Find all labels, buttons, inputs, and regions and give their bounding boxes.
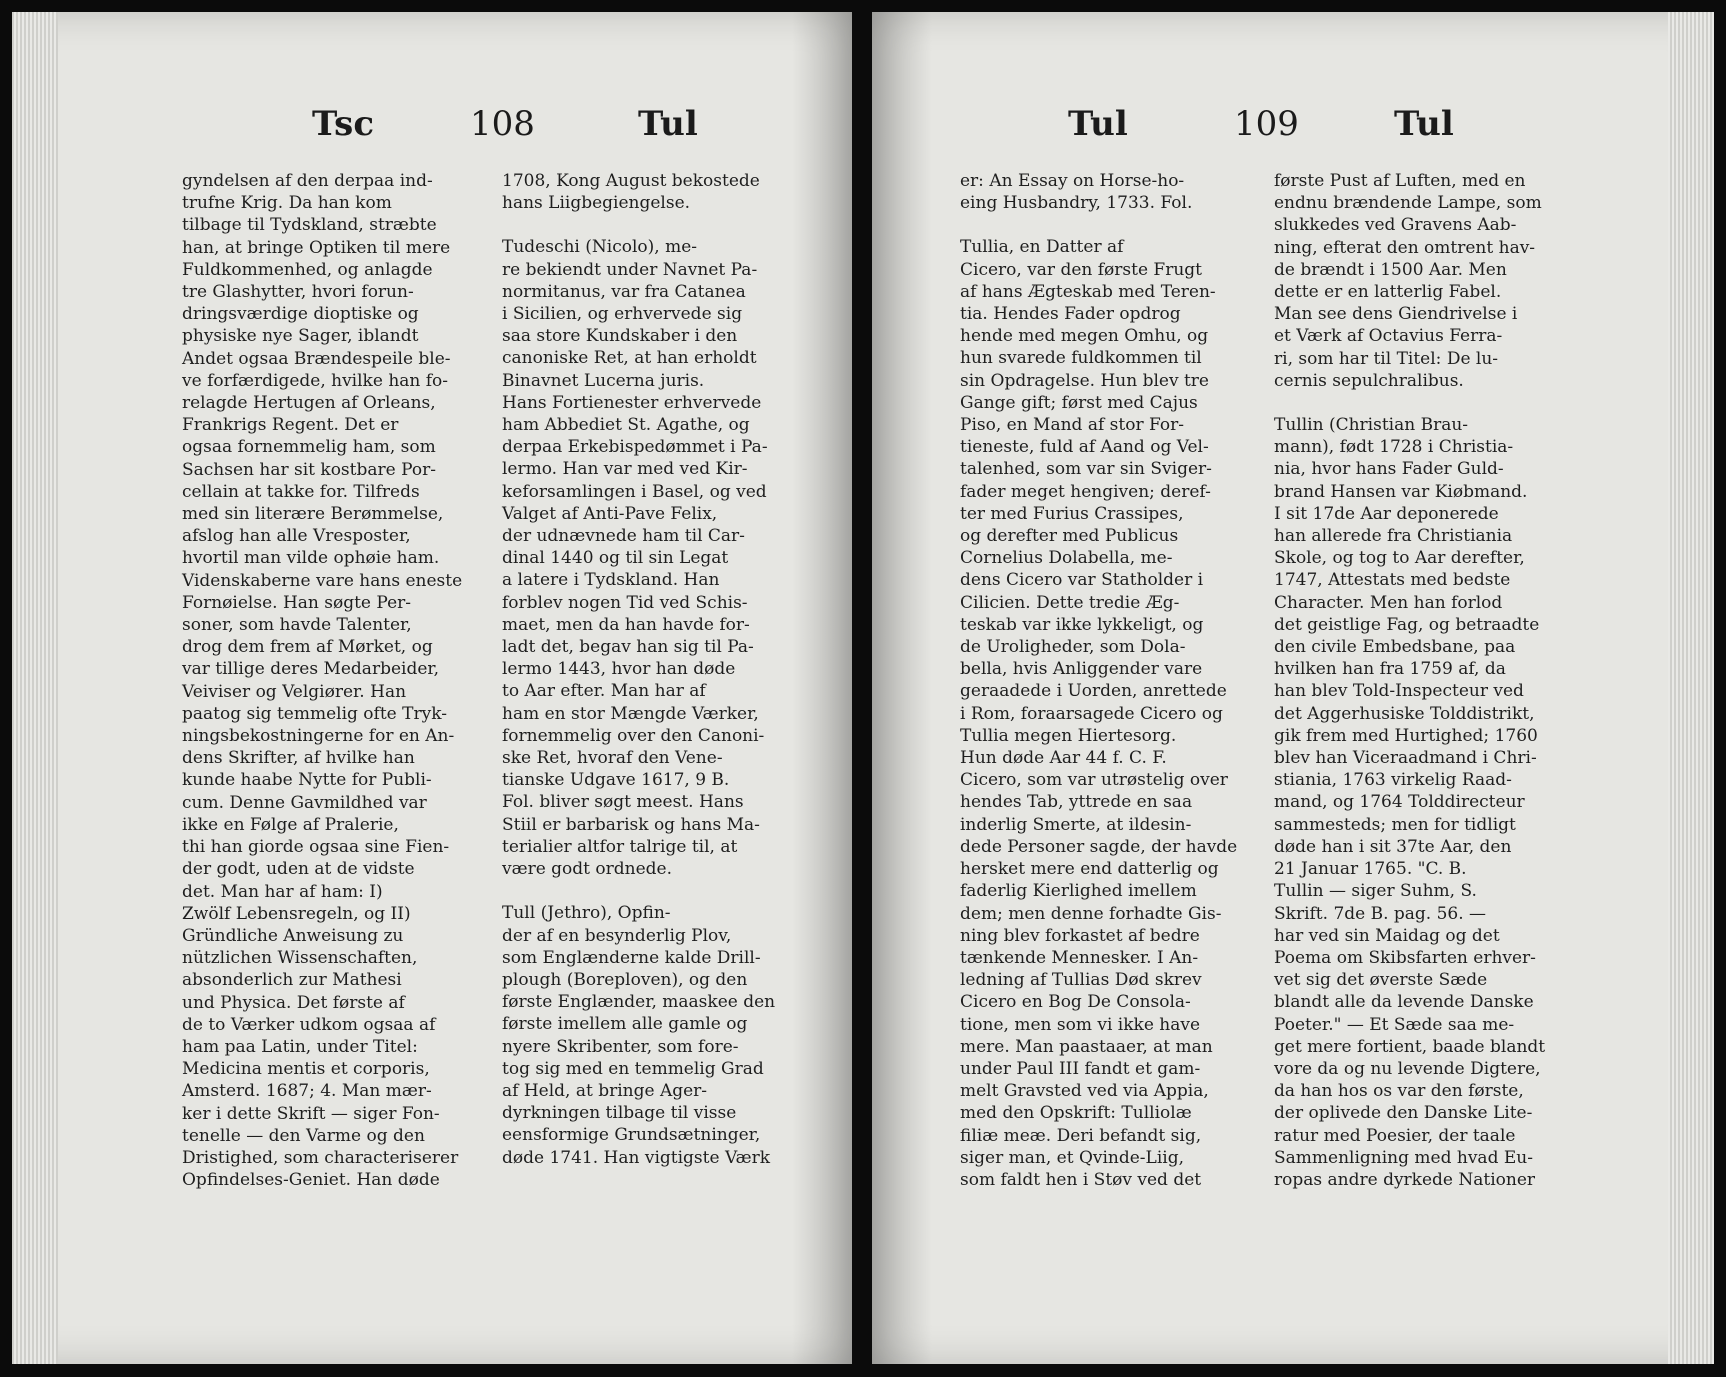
- text-line: Skole, og tog to Aar derefter,: [1274, 548, 1525, 569]
- running-head-left-word: Tsc: [312, 104, 375, 144]
- text-line: ikke en Følge af Pralerie,: [182, 814, 399, 835]
- text-line: relagde Hertugen af Orleans,: [182, 393, 436, 414]
- text-line: trufne Krig. Da han kom: [182, 193, 392, 214]
- text-line: melt Gravsted ved via Appia,: [960, 1081, 1209, 1102]
- text-line: filiæ meæ. Deri befandt sig,: [960, 1125, 1202, 1146]
- text-line: hans Liigbegiengelse.: [502, 193, 691, 214]
- text-line: endnu brændende Lampe, som: [1274, 193, 1542, 214]
- text-line: absonderlich zur Mathesi: [182, 970, 402, 991]
- page-edges-right: [1668, 12, 1714, 1364]
- gutter-shadow-right: [872, 12, 932, 1364]
- text-line: Cilicien. Dette tredie Æg-: [960, 592, 1180, 613]
- text-line: 21 Januar 1765. "C. B.: [1274, 859, 1467, 880]
- text-line: ham paa Latin, under Titel:: [182, 1036, 418, 1057]
- text-line: tilbage til Tydskland, stræbte: [182, 215, 437, 236]
- text-line: Character. Men han forlod: [1274, 592, 1503, 613]
- text-line: blandt alle da levende Danske: [1274, 992, 1534, 1013]
- text-line: første Englænder, maaskee den: [502, 992, 776, 1013]
- text-line: tianske Udgave 1617, 9 B.: [502, 770, 730, 791]
- text-line: keforsamlingen i Basel, og ved: [502, 481, 767, 502]
- text-line: Zwölf Lebensregeln, og II): [182, 903, 411, 924]
- text-line: talenhed, som var sin Sviger-: [960, 459, 1212, 480]
- text-line: plough (Boreploven), og den: [502, 969, 748, 990]
- text-line: de to Værker udkom ogsaa af: [182, 1014, 436, 1035]
- text-line: hun svarede fuldkommen til: [960, 348, 1202, 369]
- text-line: 1708, Kong August bekostede: [502, 171, 760, 191]
- text-line: dringsværdige dioptiske og: [182, 304, 419, 325]
- text-line: og derefter med Publicus: [960, 526, 1179, 547]
- text-line: ladt det, begav han sig til Pa-: [502, 637, 754, 658]
- text-line: Sammenligning med hvad Eu-: [1274, 1147, 1533, 1168]
- text-line: get mere fortient, baade blandt: [1274, 1036, 1546, 1057]
- right-page-column-1: [960, 170, 1260, 1191]
- text-line: tænkende Mennesker. I An-: [960, 947, 1199, 968]
- text-line: da han hos os var den første,: [1274, 1081, 1524, 1102]
- text-line: fader meget hengiven; deref-: [960, 481, 1211, 502]
- text-line: første Pust af Luften, med en: [1274, 171, 1526, 191]
- text-line: han allerede fra Christiania: [1274, 526, 1513, 547]
- text-line: terialier altfor talrige til, at: [502, 836, 738, 857]
- text-line: med den Opskrift: Tulliolæ: [960, 1103, 1192, 1124]
- text-line: døde han i sit 37te Aar, den: [1274, 836, 1512, 857]
- paragraph-gap: [960, 214, 1260, 236]
- text-line: dens Skrifter, af hvilke han: [182, 748, 415, 769]
- text-line: Cicero, var den første Frugt: [960, 259, 1203, 280]
- text-line: re bekiendt under Navnet Pa-: [502, 259, 758, 280]
- page-edges-left: [12, 12, 58, 1364]
- right-page: [872, 12, 1714, 1364]
- text-line: ske Ret, hvoraf den Vene-: [502, 748, 723, 769]
- text-line: mann), født 1728 i Christia-: [1274, 437, 1514, 458]
- text-line: Tullin — siger Suhm, S.: [1274, 881, 1477, 902]
- text-line: ogsaa fornemmelig ham, som: [182, 437, 436, 458]
- text-line: mand, og 1764 Tolddirecteur: [1274, 792, 1525, 813]
- text-line: vet sig det øverste Sæde: [1274, 970, 1488, 991]
- text-line: Tullin (Christian Brau-: [1274, 415, 1469, 436]
- text-line: der udnævnede ham til Car-: [502, 526, 745, 547]
- text-line: hersket mere end datterlig og: [960, 859, 1219, 880]
- text-line: med sin literære Berømmelse,: [182, 504, 444, 525]
- text-line: vore da og nu levende Digtere,: [1274, 1058, 1541, 1079]
- text-line: siger man, et Qvinde-Liig,: [960, 1147, 1185, 1168]
- text-line: saa store Kundskaber i den: [502, 326, 738, 347]
- text-line: Amsterd. 1687; 4. Man mær-: [182, 1081, 432, 1102]
- text-line: lermo. Han var med ved Kir-: [502, 459, 748, 480]
- text-line: und Physica. Det første af: [182, 992, 405, 1013]
- text-line: de brændt i 1500 Aar. Men: [1274, 259, 1507, 280]
- text-line: gik frem med Hurtighed; 1760: [1274, 725, 1538, 746]
- text-line: Sachsen har sit kostbare Por-: [182, 459, 436, 480]
- text-line: Tullia, en Datter af: [960, 237, 1124, 258]
- text-line: a latere i Tydskland. Han: [502, 570, 720, 591]
- text-line: ledning af Tullias Død skrev: [960, 970, 1202, 991]
- text-line: der oplivede den Danske Lite-: [1274, 1103, 1533, 1124]
- text-line: nyere Skribenter, som fore-: [502, 1036, 739, 1057]
- text-line: var tillige deres Medarbeider,: [182, 659, 440, 680]
- text-line: stiania, 1763 virkelig Raad-: [1274, 770, 1512, 791]
- text-line: døde 1741. Han vigtigste Værk: [502, 1147, 771, 1168]
- text-line: mere. Man paastaaer, at man: [960, 1036, 1213, 1057]
- text-line: physiske nye Sager, iblandt: [182, 326, 419, 347]
- text-line: Binavnet Lucerna juris.: [502, 370, 705, 391]
- text-line: af Held, at bringe Ager-: [502, 1080, 708, 1101]
- text-line: i Sicilien, og erhvervede sig: [502, 304, 743, 325]
- text-line: hvortil man vilde ophøie ham.: [182, 548, 440, 569]
- text-line: Skrift. 7de B. pag. 56. —: [1274, 903, 1487, 924]
- text-line: lermo 1443, hvor han døde: [502, 659, 736, 680]
- text-line: Tullia megen Hiertesorg.: [960, 725, 1177, 746]
- left-page-column-2: [502, 170, 802, 1169]
- text-line: det. Man har af ham: I): [182, 881, 383, 902]
- text-line: første imellem alle gamle og: [502, 1014, 748, 1035]
- text-line: Medicina mentis et corporis,: [182, 1059, 430, 1080]
- text-line: han blev Told-Inspecteur ved: [1274, 681, 1524, 702]
- text-line: slukkedes ved Gravens Aab-: [1274, 215, 1517, 236]
- text-line: Fornøielse. Han søgte Per-: [182, 592, 411, 613]
- text-line: geraadede i Uorden, anrettede: [960, 681, 1227, 702]
- text-line: Cicero en Bog De Consola-: [960, 992, 1191, 1013]
- text-line: tione, men som vi ikke have: [960, 1014, 1201, 1035]
- text-line: Cornelius Dolabella, me-: [960, 548, 1173, 569]
- paragraph-gap: [1274, 392, 1574, 414]
- text-line: som Englænderne kalde Drill-: [502, 947, 761, 968]
- text-line: Andet ogsaa Brændespeile ble-: [182, 348, 451, 369]
- text-line: tre Glashytter, hvori forun-: [182, 282, 414, 303]
- text-line: Gründliche Anweisung zu: [182, 925, 404, 946]
- text-line: dinal 1440 og til sin Legat: [502, 548, 729, 569]
- text-line: cum. Denne Gavmildhed var: [182, 792, 427, 813]
- text-line: dens Cicero var Statholder i: [960, 570, 1204, 591]
- text-line: ratur med Poesier, der taale: [1274, 1125, 1516, 1146]
- text-line: sin Opdragelse. Hun blev tre: [960, 370, 1209, 391]
- text-line: hendes Tab, yttrede en saa: [960, 792, 1193, 813]
- text-line: der af en besynderlig Plov,: [502, 925, 732, 946]
- text-line: er: An Essay on Horse-ho-: [960, 171, 1185, 191]
- running-head-right-word: Tul: [638, 104, 698, 144]
- running-head-right-word: Tul: [1394, 104, 1454, 144]
- paragraph-gap: [502, 214, 802, 236]
- text-line: kunde haabe Nytte for Publi-: [182, 770, 432, 791]
- text-line: under Paul III fandt et gam-: [960, 1058, 1201, 1079]
- text-line: nützlichen Wissenschaften,: [182, 948, 418, 969]
- text-line: hvilken han fra 1759 af, da: [1274, 659, 1506, 680]
- text-line: Man see dens Giendrivelse i: [1274, 304, 1518, 325]
- text-line: ning blev forkastet af bedre: [960, 925, 1200, 946]
- text-line: den civile Embedsbane, paa: [1274, 637, 1516, 658]
- text-line: Gange gift; først med Cajus: [960, 392, 1198, 413]
- text-line: dette er en latterlig Fabel.: [1274, 282, 1502, 303]
- text-line: som faldt hen i Støv ved det: [960, 1169, 1202, 1190]
- text-line: nia, hvor hans Fader Guld-: [1274, 459, 1504, 480]
- text-line: et Værk af Octavius Ferra-: [1274, 326, 1503, 347]
- text-line: Poeter." — Et Sæde saa me-: [1274, 1014, 1515, 1035]
- text-line: være godt ordnede.: [502, 859, 673, 880]
- text-line: fornemmelig over den Canoni-: [502, 725, 765, 746]
- text-line: ve forfærdigede, hvilke han fo-: [182, 370, 449, 391]
- text-line: eensformige Grundsætninger,: [502, 1125, 761, 1146]
- text-line: thi han giorde ogsaa sine Fien-: [182, 837, 450, 858]
- text-line: Tudeschi (Nicolo), me-: [502, 237, 698, 258]
- text-line: I sit 17de Aar deponerede: [1274, 503, 1499, 524]
- text-line: ham en stor Mængde Værker,: [502, 703, 759, 724]
- text-line: Fuldkommenhed, og anlagde: [182, 259, 433, 280]
- text-line: de Uroligheder, som Dola-: [960, 637, 1186, 658]
- text-line: Dristighed, som characteriserer: [182, 1147, 459, 1168]
- text-line: Poema om Skibsfarten erhver-: [1274, 947, 1536, 968]
- text-line: ningsbekostningerne for en An-: [182, 726, 455, 747]
- text-line: Veiviser og Velgiører. Han: [182, 681, 407, 702]
- text-line: afslog han alle Vresposter,: [182, 526, 411, 547]
- text-line: gyndelsen af den derpaa ind-: [182, 171, 433, 191]
- text-line: Opfindelses-Geniet. Han døde: [182, 1170, 440, 1191]
- text-line: bella, hvis Anliggender vare: [960, 659, 1203, 680]
- text-line: cernis sepulchralibus.: [1274, 370, 1464, 391]
- text-line: maet, men da han havde for-: [502, 614, 750, 635]
- left-page: [12, 12, 852, 1364]
- left-page-column-1: [182, 170, 482, 1191]
- text-line: der godt, uden at de vidste: [182, 859, 415, 880]
- text-line: faderlig Kierlighed imellem: [960, 881, 1197, 902]
- text-line: canoniske Ret, at han erholdt: [502, 348, 757, 369]
- text-line: hende med megen Omhu, og: [960, 326, 1209, 347]
- text-line: det Aggerhusiske Tolddistrikt,: [1274, 703, 1535, 724]
- text-line: det geistlige Fag, og betraadte: [1274, 614, 1540, 635]
- text-line: Videnskaberne vare hans eneste: [182, 570, 463, 591]
- text-line: 1747, Attestats med bedste: [1274, 570, 1511, 591]
- running-head-left-word: Tul: [1068, 104, 1128, 144]
- text-line: sammesteds; men for tidligt: [1274, 814, 1516, 835]
- text-line: Frankrigs Regent. Det er: [182, 415, 399, 436]
- text-line: brand Hansen var Kiøbmand.: [1274, 481, 1528, 502]
- text-line: tenelle — den Varme og den: [182, 1125, 425, 1146]
- text-line: tieneste, fuld af Aand og Vel-: [960, 437, 1209, 458]
- text-line: i Rom, foraarsagede Cicero og: [960, 703, 1223, 724]
- text-line: ropas andre dyrkede Nationer: [1274, 1169, 1536, 1190]
- text-line: ker i dette Skrift — siger Fon-: [182, 1103, 440, 1124]
- text-line: dem; men denne forhadte Gis-: [960, 903, 1222, 924]
- page-number-left: 108: [470, 104, 535, 144]
- text-line: paatog sig temmelig ofte Tryk-: [182, 703, 447, 724]
- text-line: Valget af Anti-Pave Felix,: [502, 503, 718, 524]
- text-line: normitanus, var fra Catanea: [502, 281, 746, 302]
- text-line: forblev nogen Tid ved Schis-: [502, 592, 748, 613]
- text-line: derpaa Erkebispedømmet i Pa-: [502, 437, 768, 458]
- text-line: dyrkningen tilbage til visse: [502, 1103, 737, 1124]
- text-line: har ved sin Maidag og det: [1274, 925, 1500, 946]
- text-line: soner, som havde Talenter,: [182, 615, 412, 636]
- text-line: Piso, en Mand af stor For-: [960, 415, 1184, 436]
- text-line: Cicero, som var utrøstelig over: [960, 770, 1228, 791]
- text-line: inderlig Smerte, at ildesin-: [960, 814, 1192, 835]
- text-line: dede Personer sagde, der havde: [960, 836, 1238, 857]
- text-line: tog sig med en temmelig Grad: [502, 1058, 764, 1079]
- text-line: Hun døde Aar 44 f. C. F.: [960, 748, 1167, 769]
- text-line: drog dem frem af Mørket, og: [182, 637, 433, 658]
- text-line: ning, efterat den omtrent hav-: [1274, 237, 1536, 258]
- text-line: ri, som har til Titel: De lu-: [1274, 348, 1499, 369]
- text-line: Stiil er barbarisk og hans Ma-: [502, 814, 760, 835]
- text-line: af hans Ægteskab med Teren-: [960, 281, 1216, 302]
- text-line: blev han Viceraadmand i Chri-: [1274, 748, 1537, 769]
- paragraph-gap: [502, 880, 802, 902]
- text-line: Tull (Jethro), Opfin-: [502, 903, 671, 924]
- text-line: teskab var ikke lykkeligt, og: [960, 614, 1204, 635]
- text-line: to Aar efter. Man har af: [502, 681, 706, 702]
- text-line: ham Abbediet St. Agathe, og: [502, 415, 750, 436]
- text-line: han, at bringe Optiken til mere: [182, 237, 451, 258]
- text-line: cellain at takke for. Tilfreds: [182, 481, 420, 502]
- text-line: Hans Fortienester erhvervede: [502, 392, 762, 413]
- page-number-right: 109: [1234, 104, 1299, 144]
- text-line: tia. Hendes Fader opdrog: [960, 304, 1181, 325]
- text-line: ter med Furius Crassipes,: [960, 503, 1184, 524]
- text-line: eing Husbandry, 1733. Fol.: [960, 193, 1193, 214]
- right-page-column-2: [1274, 170, 1574, 1191]
- text-line: Fol. bliver søgt meest. Hans: [502, 792, 744, 813]
